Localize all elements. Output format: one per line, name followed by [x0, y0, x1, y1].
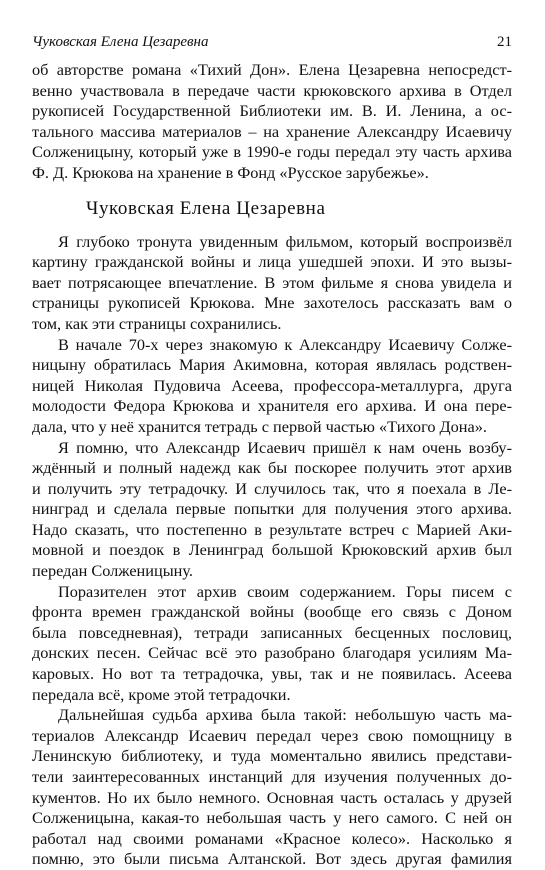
text-line: Ленинскую библиотеку, и туда моментально явились представи-: [32, 746, 512, 766]
paragraph: [32, 705, 512, 870]
section-heading: Чуковская Елена Цезаревна: [86, 197, 326, 219]
text-line: мовной и поездок в Ленинград большой Крюковский архив был: [32, 540, 512, 560]
page-number: 21: [497, 34, 512, 50]
text-line: фронта времен гражданской войны (вообще его связь с Доном: [32, 602, 512, 622]
paragraph: [32, 582, 512, 706]
text-line: об авторстве романа «Тихий Дон». Елена Цезаревна непосредст-: [32, 60, 512, 79]
paragraph: [32, 232, 512, 335]
text-line: вает потрясающее впечатление. В этом фильме я снова увидела и: [32, 272, 512, 292]
text-line: каровых. Но вот та тетрадочка, увы, так и не появилась. Асеева: [32, 664, 512, 684]
text-line: ницыну обратилась Мария Акимовна, которая являлась родствен-: [32, 355, 512, 375]
text-line: рукописей Государственной Библиотеки им. В. И. Ленина, а ос-: [32, 101, 512, 121]
text-line: передан Солженицыну.: [32, 561, 193, 581]
intro-paragraph: [32, 60, 512, 184]
text-line: помню, это были письма Алтанской. Вот здесь другая фамилия: [32, 849, 512, 869]
text-line: венно участвовала в передаче части крюковского архива в Отдел: [32, 80, 512, 100]
page-body: [32, 60, 512, 870]
text-line: Поразителен этот архив своим содержанием. Горы писем с: [58, 581, 512, 601]
book-page: [32, 0, 512, 869]
text-line: картину гражданской войны и лица ушедшей эпохи. И это вызы-: [32, 252, 512, 272]
text-line: кументов. Но их было немного. Основная часть осталась у друзей: [32, 787, 512, 807]
text-line: териалов Александр Исаевич передал через свою помощницу в: [32, 725, 512, 745]
text-line: В начале 70-х через знакомую к Александру Исаевичу Солже-: [58, 334, 512, 354]
running-header: [32, 32, 512, 52]
text-line: Ф. Д. Крюкова на хранение в Фонд «Русское зарубежье».: [32, 162, 429, 182]
text-line: том, как эти страницы сохранились.: [32, 313, 282, 333]
text-line: нинград и сделала первые попытки для получения этого архива.: [32, 499, 512, 519]
paragraph: [32, 335, 512, 438]
text-line: молодости Федора Крюкова и хранителя его архива. И она пере-: [32, 396, 512, 416]
paragraph: [32, 438, 512, 582]
text-line: Солженицыну, который уже в 1990-е годы передал эту часть архива: [32, 142, 512, 162]
text-line: была повседневная), тетради записанных бесценных пословиц,: [32, 622, 512, 642]
text-line: Я помню, что Александр Исаевич пришёл к нам очень возбу-: [58, 437, 512, 457]
text-line: работал над своими романами «Красное колесо». Насколько я: [32, 828, 512, 848]
text-line: страницы рукописей Крюкова. Мне захотелось рассказать вам о: [32, 293, 512, 313]
running-header-title: Чуковская Елена Цезаревна: [32, 34, 209, 50]
text-line: ницей Николая Пудовича Асеева, профессора-металлурга, друга: [32, 375, 512, 395]
text-line: тального массива материалов – на хранение Александру Исаевичу: [32, 121, 512, 141]
text-line: передала всё, кроме этой тетрадочки.: [32, 684, 291, 704]
text-line: дала, что у неё хранится тетрадь с первой частью «Тихого Дона».: [32, 416, 487, 436]
text-line: донских песен. Сейчас всё это разобрано благодаря усилиям Ма-: [32, 643, 512, 663]
text-line: и получить эту тетрадочку. И случилось так, что я поехала в Ле-: [32, 478, 512, 498]
text-line: Надо сказать, что постепенно в результате встреч с Марией Аки-: [32, 519, 512, 539]
text-line: тели заинтересованных инстанций для изучения полученных до-: [32, 767, 512, 786]
text-line: Солженицына, какая-то небольшая часть у него самого. С ней он: [32, 808, 512, 828]
text-line: Дальнейшая судьба архива была такой: небольшую часть ма-: [58, 705, 512, 725]
text-line: Я глубоко тронута увиденным фильмом, который воспроизвёл: [58, 231, 512, 251]
text-line: ждённый и полный надежд как бы поскорее получить этот архив: [32, 458, 512, 478]
